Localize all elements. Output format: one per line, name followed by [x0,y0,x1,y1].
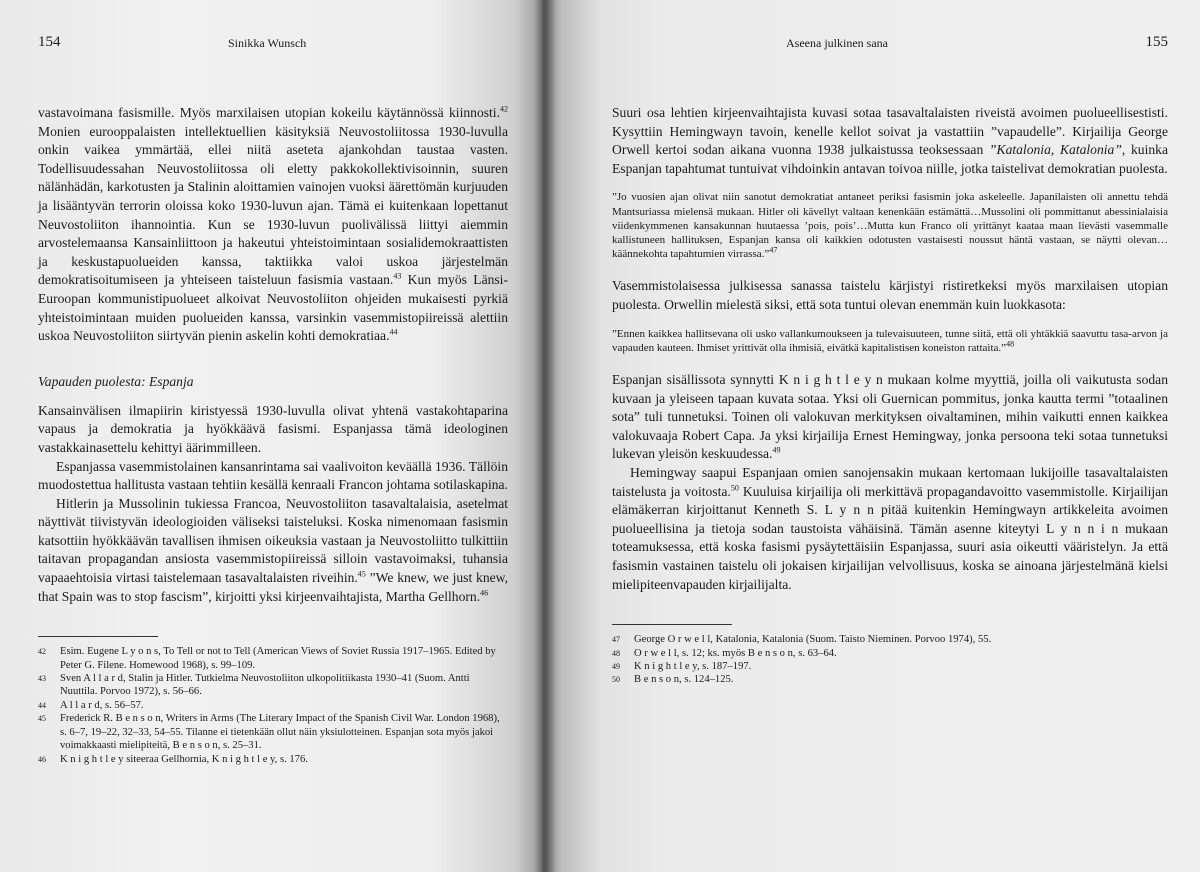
right-page [542,0,1200,872]
left-paragraph-2: Kansainvälisen ilmapiirin kiristyessä 1930-luvulla olivat yhtenä vastakohtaparina vapaus ja demokratia ja hyökkäävä fasismi. Espanjassa tämä ideologinen vastakkainasettelu kehittyi äärimmilleen. [38,402,508,455]
footnote-number: 49 [612,661,620,671]
right-running-head [612,34,1168,56]
left-running-head-author: Sinikka Wunsch [228,36,307,50]
footnote-ref: 45 [357,569,366,579]
left-paragraph-3: Espanjassa vasemmistolainen kansanrintama sai vaalivoiton keväällä 1936. Tällöin muodostettua hallitusta vastaan tehtiin kesällä kenraali Francon johtama sotilaskapina. [38,458,508,493]
footnote-number: 50 [612,675,620,685]
text-span: ”Ennen kaikkea hallitsevana oli usko vallankumoukseen ja tulevaisuuteen, tunne siitä, että oli yhtäkkiä saavuttu tasa-arvon ja vapauden kauteen. Ihmiset yrittivät olla ihmisiä, eivätkä kapitalistisen koneiston rattaita.” [612,327,1168,354]
text-span: Hemingway saapui Espanjaan omien sanojensakin mukaan kertomaan lukijoille tasavaltalaisten taistelusta ja voitosta. [612,464,1168,499]
footnote-ref: 49 [772,445,781,455]
footnote-text: K n i g h t l e y siteeraa Gellhornia, K n i g h t l e y, s. 176. [60,753,308,765]
text-span: Monien eurooppalaisten intellektuellien käsityksiä Neuvostoliitossa 1930-luvulla onkin vaikea ymmärtää, ellei niitä aseteta ajankohdan taustaa vasten. Todellisuudessahan Neuvostoliitossa oli eletty pakkokollektivisoinnin, suuren nälänhädän, karkotusten ja Stalinin aloittamien vainojen vuoksi äärettömän kurjuuden ja lisääntyvän terrorin oloissa koko 1930-luvun ajan. Tämä ei kuitenkaan lopettanut Neuvostoliiton ihannointia. Kun se 1930-luvun puolivälissä liittyi aiemmin arvostelemaansa Kansainliittoon ja hakeutui yhteistoimintaan sosialidemokraattisten ja keskustapuolueiden kanssa, taktiikka valoi uskoa järjestelmän demokratisoitumiseen ja yhteiseen taisteluun fasismia vastaan. [38,123,508,288]
text-span: ”Jo vuosien ajan olivat niin sanotut demokratiat antaneet periksi fasismin joka askeleelle. Japanilaisten oli annettu tehdä Mantsuriassa mielensä mukaan. Hitler oli kävellyt valtaan kenenkään estämättä…Mussolini oli pommittanut abessinialaisia viidenkymmenen kansakunnan huutaessa ’pois, pois’…Mutta kun Franco oli yrittänyt kaataa maan lievästi vasemmalle kallistuneen hallituksen, Espanjan kansa oli kaikkien odotusten vastaisesti noussut häntä vastaan, se näytti olevan… käännekohta tapahtumien virrassa.” [612,191,1168,261]
footnote-ref: 48 [1006,339,1015,349]
text-span: Espanjan sisällissota synnytti K n i g h t l e y n mukaan kolme myyttiä, joilla oli vaikutusta sodan kuvaan ja yleiseen tapaan kuvata sotaa. Yksi oli Guernican pommitus, jonka kautta termi ”totaalinen sota” tuli tunnetuksi. Toinen oli valokuvan merkityksen oivaltaminen, mihin vaikutti ennen kaikkea valokuvaaja Robert Capa. Ja yksi kirjailija Ernest Hemingway, jonka persoona teki sotaa tunnetuksi lukevan yleisön keskuudessa. [612,371,1168,462]
left-running-head [38,34,508,56]
book-title: ”Katalonia, Katalonia” [988,142,1122,158]
footnote-text: Frederick R. B e n s o n, Writers in Arms (The Literary Impact of the Spanish Civil War. London 1968), s. 6–7, 19–22, 32–33, 54–55. Tilanne ei tietenkään ollut näin yksiulotteinen. Espanjan sota myös jakoi voimakkaasti mielipiteitä, B e n s o n, s. 25–31. [60,713,500,752]
footnote-ref: 50 [730,483,739,493]
right-footnotes [612,633,1168,687]
text-span: vastavoimana fasismille. Myös marxilaisen utopian kokeilu käytännössä kiinnosti. [38,105,500,120]
footnote-text: A l l a r d, s. 56–57. [60,699,144,711]
footnote-text: K n i g h t l e y, s. 187–197. [634,660,752,672]
left-page [0,0,542,872]
footnote-ref: 42 [500,104,508,114]
footnote-text: Sven A l l a r d, Stalin ja Hitler. Tutkielma Neuvostoliiton ulkopolitiikasta 1930–41 (Suom. Antti Nuuttila. Porvoo 1972), s. 56–66. [60,673,470,698]
footnote-ref: 44 [389,327,398,337]
footnote-text: Esim. Eugene L y o n s, To Tell or not to Tell (American Views of Soviet Russia 1917–1965. Edited by Peter G. Filene. Homewood 1968), s. 99–109. [60,646,496,671]
footnote-number: 48 [612,648,620,658]
text-span: Suuri osa lehtien kirjeenvaihtajista kuvasi sotaa tasavaltalaisten riveistä avoimen puolueellisestisti. Kysyttiin Hemingwayn tavoin, kenelle kellot soivat ja vastattiin ”vapaudelle”. Kirjailija George Orwell kertoi sodan aikana vuonna 1938 julkaistussa teoksessaan [612,105,1168,158]
footnote-text: B e n s o n, s. 124–125. [634,674,734,686]
footnote-number: 43 [38,674,46,684]
footnote-text: George O r w e l l, Katalonia, Katalonia (Suom. Taisto Nieminen. Porvoo 1974), 55. [634,634,992,646]
right-paragraph-2: Vasemmistolaisessa julkisessa sanassa taistelu kärjistyi ristiretkeksi myös marxilaisen utopian puolesta. Orwellin mielestä siksi, että sota tuntui olevan enemmän kuin luokkasota: [612,278,1168,312]
text-span: , kuinka Espanjan tapahtumat tuntuivat vihdoinkin antavan toivoa niille, jotka taistelivat demokratian puolesta. [612,142,1168,176]
right-running-head-title: Aseena julkinen sana [786,36,888,50]
block-quote-2 [612,327,1168,355]
block-quote-1 [612,190,1168,261]
footnote [612,673,1168,686]
footnote [612,660,1168,673]
footnote-text: O r w e l l, s. 12; ks. myös B e n s o n, s. 63–64. [634,647,837,659]
footnote-ref: 46 [480,588,489,598]
text-span: ”We knew, we just knew, that Spain was to stop fascism”, kirjoitti yksi kirjeenvaihtajista, Martha Gellhorn. [38,570,508,604]
footnote-number: 45 [38,714,46,724]
footnote-number: 42 [38,647,46,657]
book-gutter [534,0,556,872]
footnote [38,753,508,766]
left-footnotes [38,645,508,766]
right-paragraph-3 [612,371,1168,464]
footnote [38,699,508,712]
left-paragraph-1 [38,104,508,346]
footnote [38,712,508,752]
right-paragraph-1 [612,104,1168,178]
footnote [612,647,1168,660]
text-span: Kuuluisa kirjailija oli merkittävä propagandavoitto vasemmistolle. Kirjailijan elämäkerran kirjoittanut Kenneth S. L y n n pitää kuitenkin Hemingwayn artikkeleita avoimen puolueellisina ja tietoja sodan taustoista vähäisinä. Tämän asenne kiteytyi L y n n i n mukaan toteamuksessa, että koska fasismi pysäytettäisiin Espanjassa, suuri asia oikeutti vääristelyn. Ja että fasismin vastainen taistelu oli jokaisen kirjailijan velvollisuus, koska se ainoana järjestelmänä kielsi mielipiteenvapauden kirjailijalta. [612,483,1169,592]
right-page-number: 155 [1145,34,1168,50]
footnote [38,645,508,672]
right-paragraph-4 [612,464,1168,594]
section-heading: Vapauden puolesta: Espanja [38,373,194,389]
text-span: Hitlerin ja Mussolinin tukiessa Francoa, Neuvostoliiton tasavaltalaisia, asetelmat näyttivät tiivistyvän ideologioiden väliseksi taisteluksi. Koska nimenomaan fasismin katsottiin hyökkäävän tavallisen ihmisen oikeuksia vastaan ja Neuvostoliitto tulkittiin taitavan propagandan ansiosta vasemmistopiireissä silloin vastavoimaksi, tuhansia vapaaehtoisia virtasi taistelemaan tasavaltalaisten riveihin. [38,495,508,586]
footnote-number: 46 [38,754,46,764]
footnote-number: 44 [38,700,46,710]
footnote-ref: 47 [769,245,778,255]
text-span: Kun myös Länsi-Euroopan kommunistipuolueet alkoivat Neuvostoliiton ohjeiden mukaisesti pyrkiä yhteistoimintaan muiden puolueiden kanssa, varsinkin vasemmistopiireissä alettiin uskoa Neuvostoliiton siirtyvän pienin askelin kohti demokratiaa. [38,272,508,344]
left-page-number: 154 [38,34,61,50]
footnote-divider [38,636,158,637]
footnote [612,633,1168,646]
footnote-number: 47 [612,635,620,645]
footnote-divider [612,624,732,625]
left-paragraph-4 [38,495,508,607]
footnote [38,672,508,699]
footnote-ref: 43 [393,271,402,281]
